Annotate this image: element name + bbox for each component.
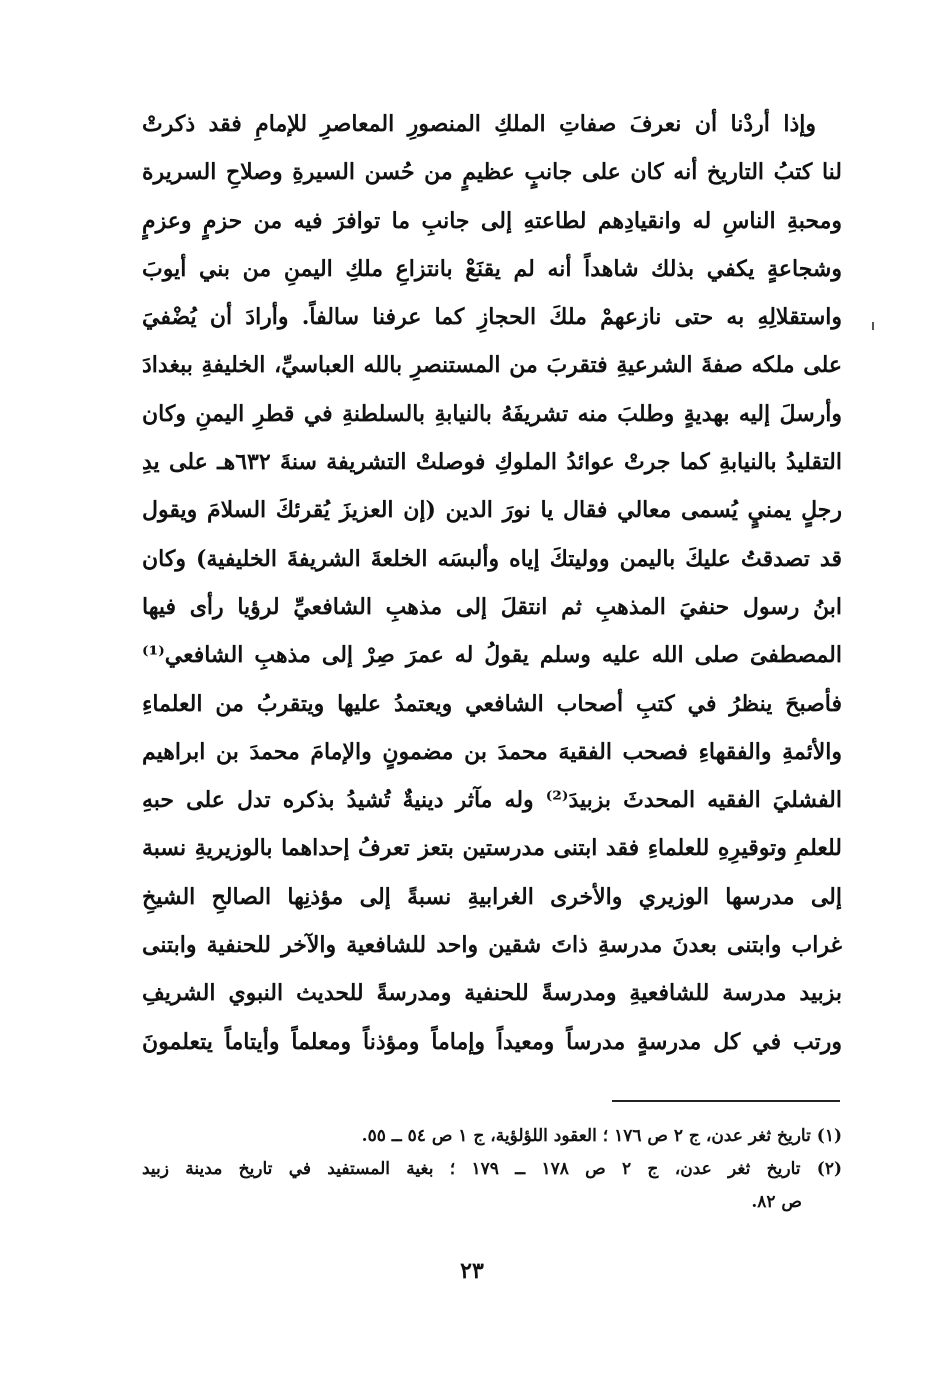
body-line-3: ومحبةِ الناسِ له وانقيادِهم لطاعتهِ إلى جانبِ ما توافرَ فيه من حزمٍ وعزمٍ [142, 207, 842, 234]
footnotes [142, 1120, 842, 1219]
footnote-1: (١) تاريخ ثغر عدن، ج ٢ ص ١٧٦ ؛ العقود اللؤلؤية، ج ١ ص ٥٤ ــ ٥٥. [361, 1126, 842, 1146]
body-line-12: المصطفىَ صلى الله عليه وسلم يقولُ له عمرَ صِرْ إلى مذهبِ الشافعي⁽¹⁾ [142, 642, 842, 669]
footnote-separator [612, 1100, 840, 1102]
body-line-5: واستقلالِهِ به حتى نازعهمْ ملكَ الحجازِ كما عرفنا سالفاً. وأرادَ أن يُضْفيَ [142, 304, 842, 331]
body-text [142, 100, 842, 1066]
body-line-9: رجلٍ يمنيٍ يُسمى معالي فقال يا نورَ الدين (إن العزيزَ يُقرئكَ السلامَ ويقول [142, 497, 842, 524]
footnote-2-continuation: ص ٨٢. [751, 1192, 802, 1212]
body-line-20: ورتب في كل مدرسةٍ مدرساً ومعيداً وإماماً ومؤذناً ومعلماً وأيتاماً يتعلمونَ [142, 1028, 842, 1055]
body-line-6: على ملكه صفةَ الشرعيةِ فتقربَ من المستنصرِ بالله العباسيِّ، الخليفةِ ببغدادَ [142, 352, 842, 379]
body-line-15: الفشليَ الفقيه المحدثَ بزبيدَ⁽²⁾ وله مآثر دينيةٌ تُشيدُ بذكره تدل على حبهِ [142, 787, 842, 814]
body-line-4: وشجاعةٍ يكفي بذلك شاهداً أنه لم يقنَعْ بانتزاعِ ملكِ اليمنِ من بني أيوبَ [142, 255, 842, 282]
body-line-18: غراب وابتنى بعدنَ مدرسةِ ذاتَ شقين واحد للشافعية والآخر للحنفية وابتنى [142, 932, 842, 959]
body-line-1: وإذا أردْنا أن نعرفَ صفاتِ الملكِ المنصورِ المعاصرِ للإمامِ فقد ذكرتْ [142, 111, 816, 137]
body-line-17: إلى مدرسها الوزيري والأخرى الغرابيةِ نسبةً إلى مؤذنِها الصالحِ الشيخِ [142, 883, 842, 910]
footnote-2: (٢) تاريخ ثغر عدن، ج ٢ ص ١٧٨ ــ ١٧٩ ؛ بغية المستفيد في تاريخ مدينة زبيد [142, 1159, 842, 1179]
body-line-16: للعلمِ وتوقيرِهِ للعلماءِ فقد ابتنى مدرستين بتعز تعرفُ إحداهما بالوزيريةِ نسبة [142, 835, 842, 862]
body-line-8: التقليدُ بالنيابةِ كما جرتْ عوائدُ الملوكِ فوصلتْ التشريفة سنةَ ٦٣٢هـ على يدِ [142, 449, 842, 476]
body-line-7: وأرسلَ إليه بهديةٍ وطلبَ منه تشريفَهُ بالنيابةِ بالسلطنةِ في قطرِ اليمنِ وكان [142, 400, 842, 427]
body-line-19: بزبيد مدرسة للشافعيةِ ومدرسةً للحنفية ومدرسةً للحديث النبوي الشريفِ [142, 980, 842, 1007]
body-line-10: قد تصدقتُ عليكَ باليمن ووليتكَ إياه وألبسَه الخلعةَ الشريفةَ الخليفية) وكان [142, 545, 842, 572]
margin-mark [872, 322, 874, 330]
body-line-14: والأئمةِ والفقهاءِ فصحب الفقيهَ محمدَ بن مضمونٍ والإمامَ محمدَ بن ابراهيم [142, 738, 842, 765]
body-line-13: فأصبحَ ينظرُ في كتبِ أصحاب الشافعي ويعتمدُ عليها ويتقربُ من العلماءِ [142, 690, 842, 717]
body-line-11: ابنُ رسول حنفيَ المذهبِ ثم انتقلَ إلى مذهبِ الشافعيِّ لرؤيا رأى فيها [142, 593, 842, 620]
body-line-2: لنا كتبُ التاريخ أنه كان على جانبٍ عظيمٍ من حُسن السيرةِ وصلاحِ السريرة [142, 159, 842, 186]
page-number: ٢٣ [460, 1258, 484, 1284]
